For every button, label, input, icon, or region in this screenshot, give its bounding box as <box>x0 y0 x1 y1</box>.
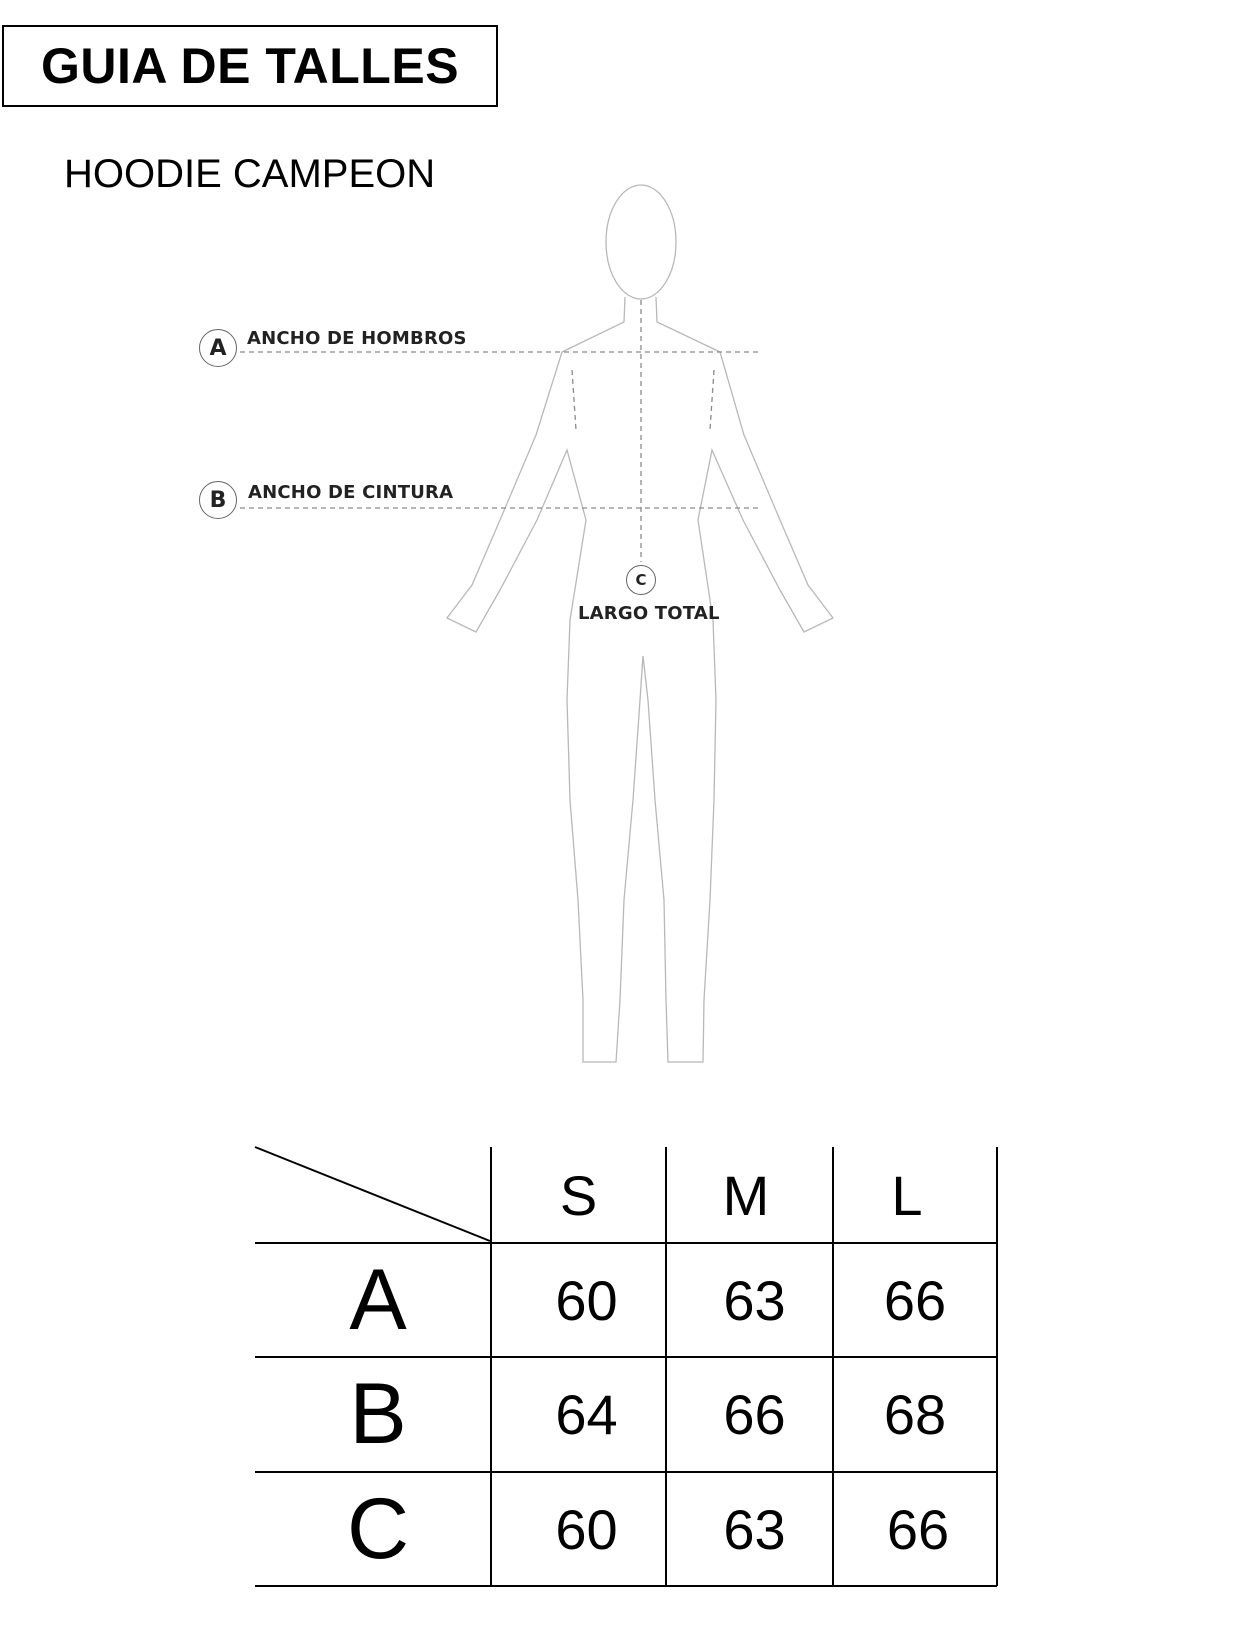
measure-b-label: ANCHO DE CINTURA <box>248 482 454 503</box>
table-cell: 63 <box>723 1268 786 1332</box>
measure-a-label: ANCHO DE HOMBROS <box>247 328 467 349</box>
column-header-l: L <box>891 1163 923 1227</box>
page-title: GUIA DE TALLES <box>40 38 460 94</box>
measure-c-badge: C <box>626 565 656 595</box>
table-cell: 60 <box>555 1268 618 1332</box>
column-header-m: M <box>722 1163 770 1227</box>
row-label-c: C <box>346 1480 410 1577</box>
row-label-a: A <box>349 1251 407 1348</box>
table-cell: 64 <box>555 1383 618 1446</box>
table-cell: 68 <box>883 1383 947 1446</box>
measure-a-badge: A <box>199 329 237 367</box>
table-cell: 66 <box>886 1497 950 1561</box>
column-header-s: S <box>559 1163 598 1227</box>
product-name: HOODIE CAMPEON <box>64 152 436 196</box>
measure-b-badge: B <box>199 481 237 519</box>
table-cell: 66 <box>883 1268 947 1332</box>
row-label-b: B <box>349 1366 407 1462</box>
table-cell: 66 <box>723 1383 786 1446</box>
measure-c-label: LARGO TOTAL <box>578 603 720 624</box>
table-cell: 60 <box>555 1497 618 1561</box>
table-cell: 63 <box>723 1497 786 1561</box>
